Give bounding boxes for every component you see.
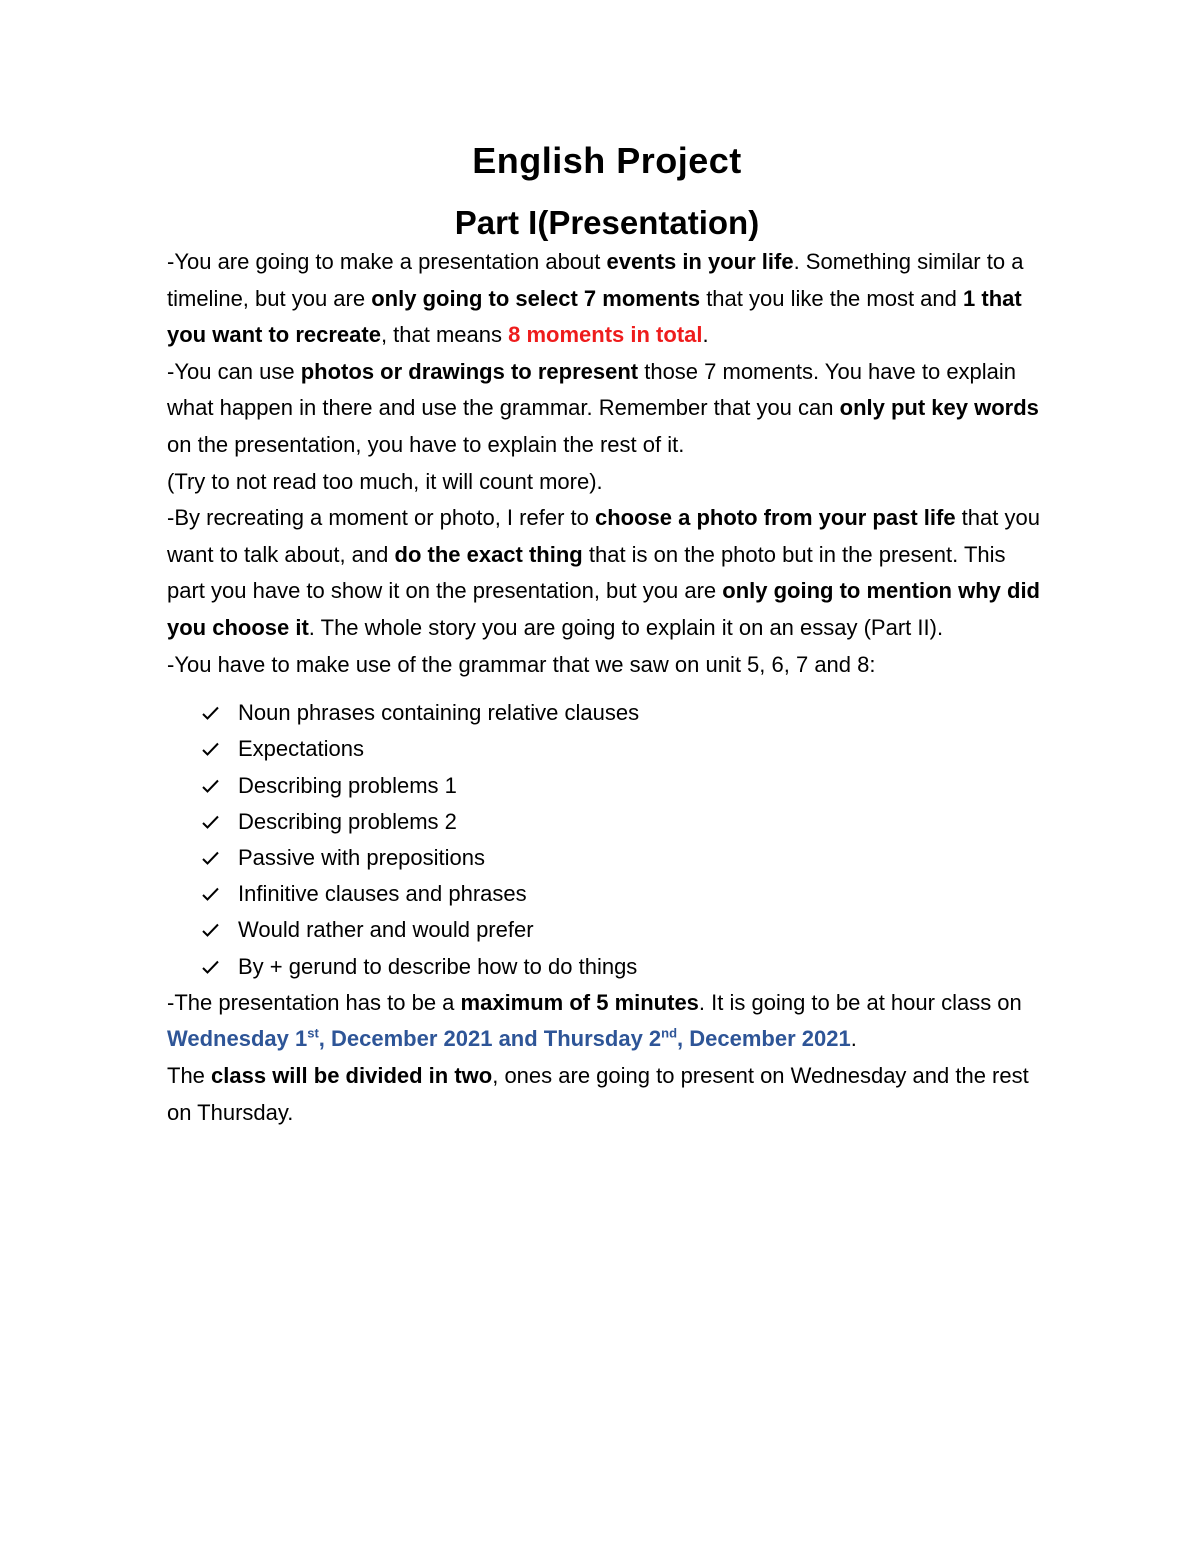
date-text: Wednesday 1 <box>167 1026 308 1052</box>
text-run: (Try to not read too much, it will count more). <box>167 468 603 494</box>
text-run: -You are going to make a presentation about <box>167 249 607 274</box>
checklist-item <box>167 840 1047 876</box>
text-run: on the presentation, you have to explain the rest of it. <box>167 431 685 457</box>
text-run: -You can use <box>167 358 301 384</box>
date-text: , December 2021 and Thursday 2 <box>318 1026 662 1052</box>
text-run: . <box>702 322 709 348</box>
text-run: that is on the photo but in the present. This part you have to show it on the presentation, but you are <box>167 541 1006 604</box>
paragraph-grammar-intro: -You have to make use of the grammar that we saw on unit 5, 6, 7 and 8: <box>167 651 876 677</box>
text-run: those 7 moments. You have to explain what happen in there and use the grammar. Remember that you can <box>167 358 1017 421</box>
checklist-item-label: Describing problems 2 <box>238 808 457 834</box>
check-icon <box>202 779 219 793</box>
red-highlight-text: 8 moments in total <box>508 322 703 348</box>
checklist-item-label: Infinitive clauses and phrases <box>238 881 527 907</box>
bold-text-run: only going to mention why did you choose it <box>167 578 1040 640</box>
paragraph-recreating-moment <box>167 500 1047 646</box>
text-run: , ones are going to present on Wednesday and the rest on Thursday. <box>167 1062 1029 1125</box>
text-run: The <box>167 1062 212 1088</box>
document-page <box>167 138 1047 1131</box>
text-run: , that means <box>380 322 509 348</box>
presentation-dates <box>167 1026 851 1051</box>
text-run: . Something similar to a timeline, but you are <box>167 249 1024 311</box>
text-run: -The presentation has to be a <box>167 989 461 1015</box>
check-icon <box>202 887 219 901</box>
bold-text-run: do the exact thing <box>394 541 583 567</box>
checklist-item-label: By + gerund to describe how to do things <box>238 953 638 979</box>
text-run: . The whole story you are going to explain it on an essay (Part II). <box>308 614 944 640</box>
checklist-item-label: Passive with prepositions <box>238 844 486 870</box>
bold-text-run: photos or drawings to represent <box>300 358 639 384</box>
checklist-item-label: Describing problems 1 <box>238 772 457 798</box>
document-subtitle: Part I(Presentation) <box>454 204 760 241</box>
checklist-item <box>167 731 1047 767</box>
checklist-item-label: Noun phrases containing relative clauses <box>238 700 640 726</box>
check-icon <box>202 923 219 937</box>
text-run: . It is going to be at hour class on <box>698 989 1022 1015</box>
checklist-item <box>167 949 1047 985</box>
date-text: , December 2021 <box>677 1026 851 1052</box>
bold-text-run: only going to select 7 moments <box>371 285 701 311</box>
checklist-item <box>167 912 1047 948</box>
check-icon <box>202 815 219 829</box>
grammar-checklist <box>167 695 1047 985</box>
paragraph-presentation-events <box>167 244 1047 354</box>
checklist-item <box>167 804 1047 840</box>
bold-text-run: class will be divided in two <box>211 1062 493 1088</box>
checklist-item <box>167 768 1047 804</box>
bold-text-run: only put key words <box>839 395 1039 421</box>
check-icon <box>202 706 219 720</box>
check-icon <box>202 960 219 974</box>
check-icon <box>202 851 219 865</box>
bold-text-run: choose a photo from your past life <box>594 505 956 531</box>
check-icon <box>202 742 219 756</box>
paragraph-presentation-schedule <box>167 985 1047 1131</box>
bold-text-run: maximum of 5 minutes <box>460 989 699 1015</box>
text-run: that you want to talk about, and <box>167 505 1040 567</box>
bold-text-run: 1 that you want to recreate <box>167 285 1022 348</box>
checklist-item-label: Would rather and would prefer <box>238 917 534 943</box>
bold-text-run: events in your life <box>606 249 794 274</box>
ordinal-suffix: st <box>307 1026 319 1042</box>
text-run: . <box>850 1026 857 1052</box>
checklist-item-label: Expectations <box>238 736 364 762</box>
ordinal-suffix: nd <box>661 1026 678 1042</box>
paragraph-photos-drawings <box>167 354 1047 500</box>
text-run: -By recreating a moment or photo, I refer to <box>167 505 595 531</box>
checklist-item <box>167 695 1047 731</box>
checklist-item <box>167 876 1047 912</box>
text-run: that you like the most and <box>700 285 964 311</box>
document-title: English Project <box>472 140 742 181</box>
